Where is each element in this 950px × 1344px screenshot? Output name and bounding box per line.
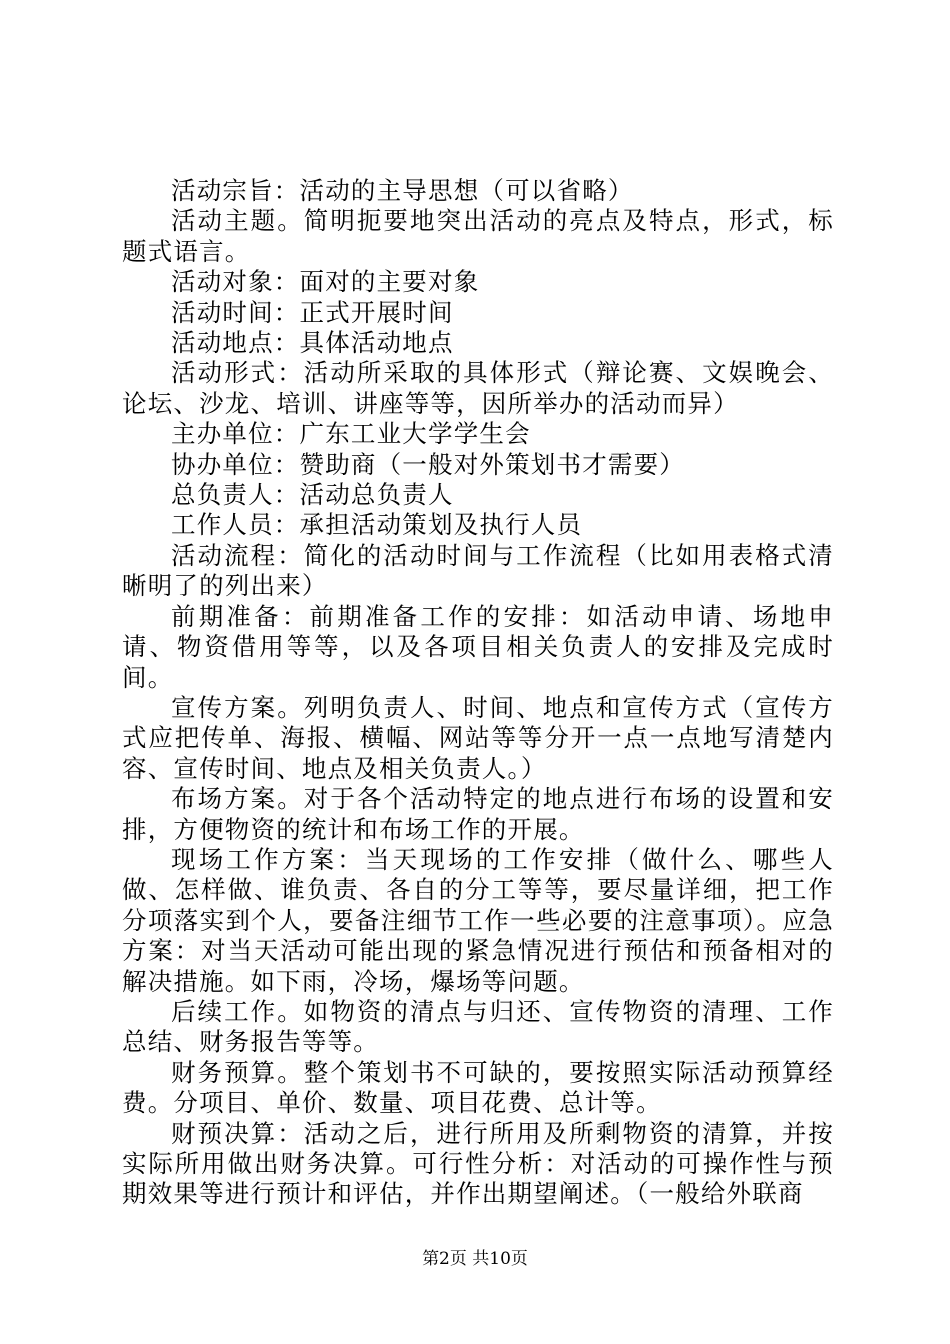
paragraph-co-organizer: 协办单位：赞助商（一般对外策划书才需要） bbox=[171, 449, 685, 479]
page-number-footer: 第2页 共10页 bbox=[422, 1249, 528, 1269]
paragraph-theme: 活动主题。简明扼要地突出活动的亮点及特点，形式，标题式语言。 bbox=[122, 206, 834, 266]
document-body bbox=[122, 176, 834, 1210]
paragraph-budget: 财务预算。整个策划书不可缺的，要按照实际活动预算经费。分项目、单价、数量、项目花费、总计等。 bbox=[122, 1057, 834, 1118]
paragraph-follow-up: 后续工作。如物资的清点与归还、宣传物资的清理、工作总结、财务报告等等。 bbox=[122, 996, 834, 1057]
paragraph-venue-setup: 布场方案。对于各个活动特定的地点进行布场的设置和安排，方便物资的统计和布场工作的开展。 bbox=[122, 784, 834, 844]
paragraph-lead: 总负责人：活动总负责人 bbox=[171, 480, 454, 510]
paragraph-format: 活动形式：活动所采取的具体形式（辩论赛、文娱晚会、论坛、沙龙、培训、讲座等等，因所举办的活动而异） bbox=[122, 358, 834, 418]
paragraph-purpose: 活动宗旨：活动的主导思想（可以省略） bbox=[171, 176, 634, 205]
paragraph-time: 活动时间：正式开展时间 bbox=[171, 297, 454, 327]
paragraph-audience: 活动对象：面对的主要对象 bbox=[171, 267, 480, 297]
paragraph-staff: 工作人员：承担活动策划及执行人员 bbox=[171, 510, 583, 540]
paragraph-publicity: 宣传方案。列明负责人、时间、地点和宣传方式（宣传方式应把传单、海报、横幅、网站等等分开一点一点地写清楚内容、宣传时间、地点及相关负责人。） bbox=[122, 692, 834, 783]
paragraph-onsite-plan: 现场工作方案：当天现场的工作安排（做什么、哪些人做、怎样做、谁负责、各自的分工等等，要尽量详细，把工作分项落实到个人，要备注细节工作一些必要的注意事项）。应急方案：对当天活动可能出现的紧急情况进行预估和预备相对的解决措施。如下雨，冷场，爆场等问题。 bbox=[122, 844, 834, 996]
paragraph-organizer: 主办单位：广东工业大学学生会 bbox=[171, 419, 531, 449]
paragraph-location: 活动地点：具体活动地点 bbox=[171, 328, 454, 358]
paragraph-process: 活动流程：简化的活动时间与工作流程（比如用表格式清晰明了的列出来） bbox=[122, 540, 834, 601]
paragraph-preparation: 前期准备：前期准备工作的安排：如活动申请、场地申请、物资借用等等，以及各项目相关负责人的安排及完成时间。 bbox=[122, 601, 834, 692]
paragraph-final-accounts: 财预决算：活动之后，进行所用及所剩物资的清算，并按实际所用做出财务决算。可行性分析：对活动的可操作性与预期效果等进行预计和评估，并作出期望阐述。（一般给外联商 bbox=[122, 1118, 834, 1209]
